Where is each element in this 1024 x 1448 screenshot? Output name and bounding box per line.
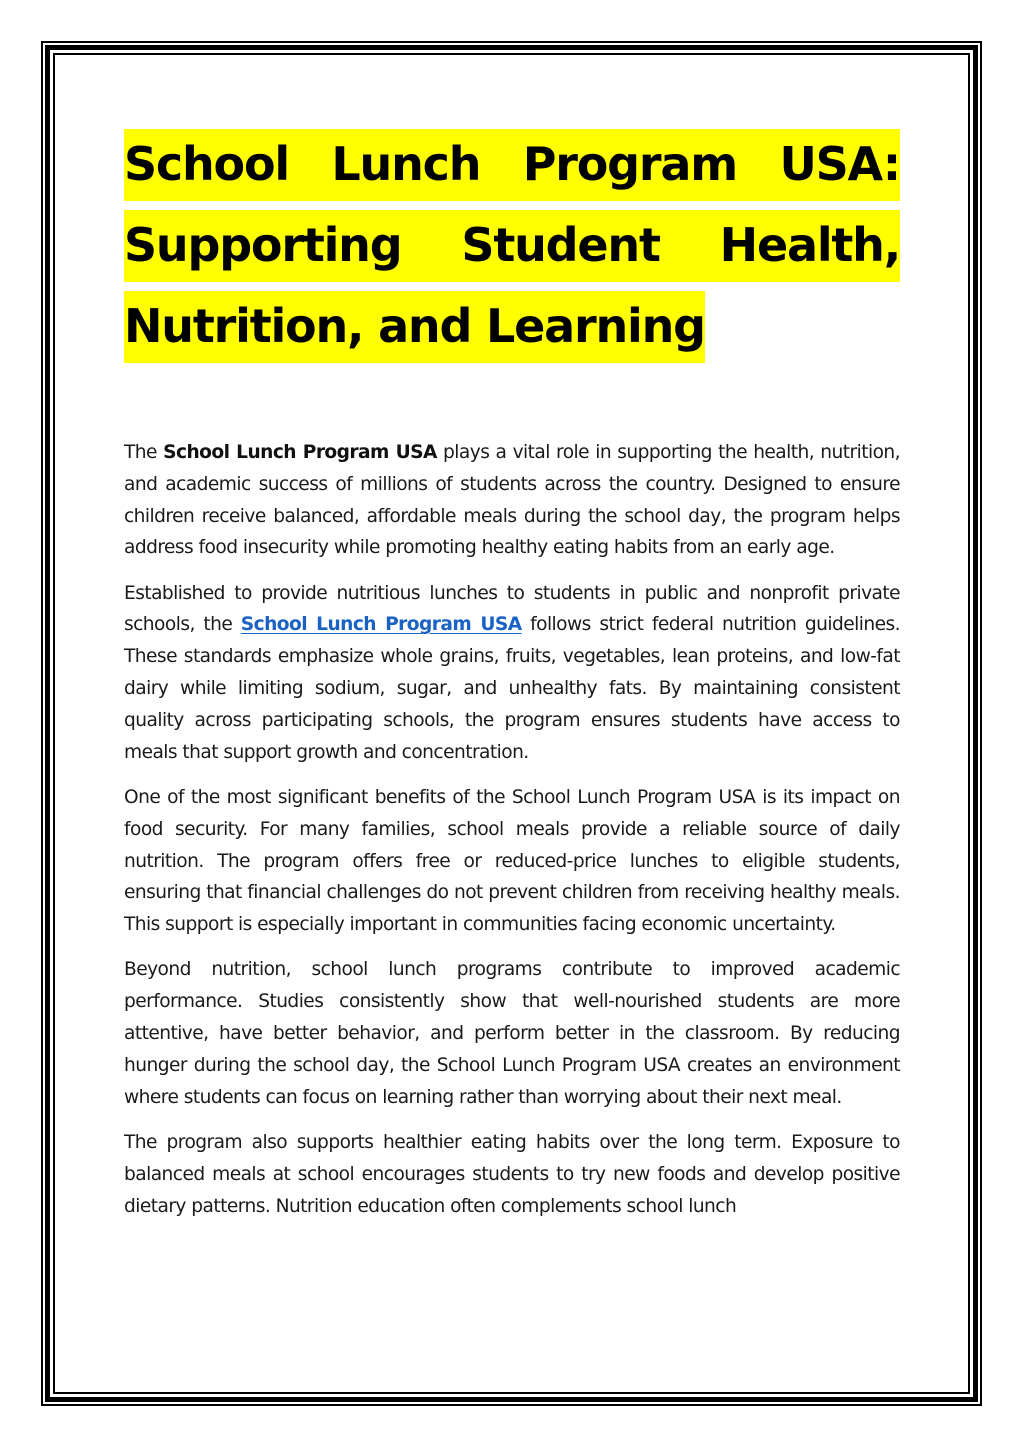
paragraph-intro	[124, 437, 900, 564]
program-link[interactable]: School Lunch Program USA	[240, 614, 522, 636]
document-title	[124, 124, 900, 367]
paragraph-food-security: One of the most significant benefits of the School Lunch Program USA is its impact on food security. For many families, school meals provide a reliable source of daily nutrition. The program offers free or reduced-price lunches to eligible students, ensuring that financial challenges do not prevent children from receiving healthy meals. This support is especially important in communities facing economic uncertainty.	[124, 786, 900, 936]
paragraph-established	[124, 578, 900, 769]
paragraph-intro-text: plays a vital role in supporting the health, nutrition, and academic success of millions of students across the country. Designed to ensure children receive balanced, affordable meals during the school day, the program helps address food insecurity while promoting healthy eating habits from an early age.	[124, 442, 900, 559]
paragraph-academic: Beyond nutrition, school lunch programs contribute to improved academic performance. Studies consistently show that well-nourished students are more attentive, have better behavior, and perform better in the classroom. By reducing hunger during the school day, the School Lunch Program USA creates an environment where students can focus on learning rather than worrying about their next meal.	[124, 959, 900, 1108]
paragraph-healthy-habits: The program also supports healthier eating habits over the long term. Exposure to balanced meals at school encourages students to try new foods and develop positive dietary patterns. Nutrition education often complements school lunch	[124, 1131, 900, 1217]
title-highlight: School Lunch Program USA: Supporting Student Health, Nutrition, and Learning	[124, 129, 900, 363]
paragraph-established-text: follows strict federal nutrition guidelines. These standards emphasize whole grains, fruits, vegetables, lean proteins, and low-fat dairy while limiting sodium, sugar, and unhealthy fats. By maintaining consistent quality across participating schools, the program ensures students have access to meals that support growth and concentration.	[124, 614, 901, 763]
paragraph-established-lead: Established to provide nutritious lunches to students in public and nonprofit private schools, the	[124, 582, 900, 636]
program-name-bold: School Lunch Program USA	[163, 442, 437, 463]
paragraph-intro-lead: The	[124, 442, 164, 463]
document-body	[124, 124, 900, 1236]
